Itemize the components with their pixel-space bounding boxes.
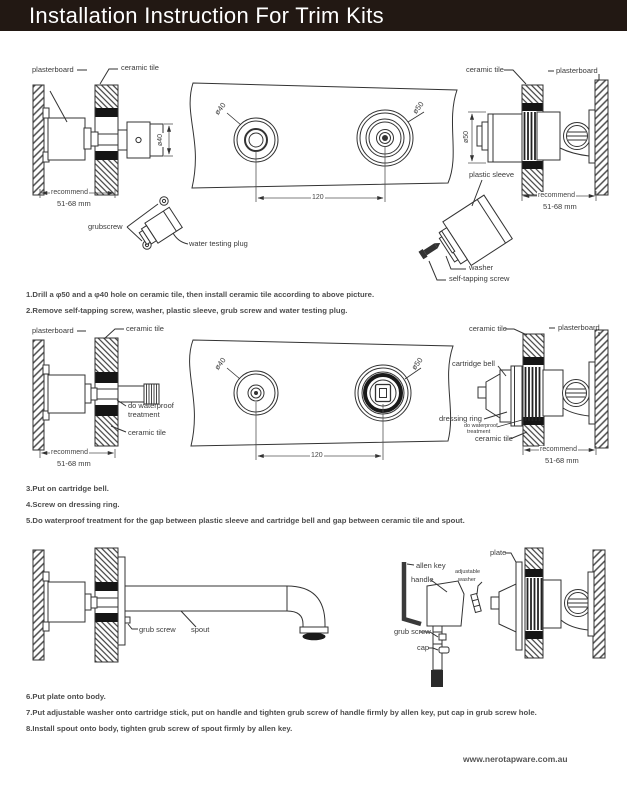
label-spout: spout (191, 625, 210, 634)
label-grub-screw-right: grub screw (394, 627, 431, 636)
label-do-waterproof-2: treatment (128, 410, 160, 419)
step-7: 7.Put adjustable washer onto cartridge stick, put on handle and tighten grub screw of handle firmly by allen key, put cap in grub screw hole. (26, 708, 537, 717)
label-hole40: ø40 (212, 100, 228, 117)
label-range-left: 51-68 mm (57, 199, 91, 208)
label-spacing-120: 120 (312, 194, 324, 201)
label-recommend-right: recommend (538, 192, 575, 199)
figure-step1-2 (0, 60, 627, 290)
label-ceramic-tile-left: ceramic tile (126, 324, 164, 333)
fig2-tile-panel (190, 340, 453, 460)
label-ceramic-tile-right: ceramic tile (466, 65, 504, 74)
step-1: 1.Drill a φ50 and a φ40 hole on ceramic tile, then install ceramic tile according to above picture. (26, 290, 375, 299)
label-dressing-ring: dressing ring (439, 414, 482, 423)
fig3-drawing (0, 540, 627, 690)
label-range-right: 51-68 mm (543, 202, 577, 211)
step-6: 6.Put plate onto body. (26, 692, 106, 701)
label-plastic-sleeve: plastic sleeve (469, 170, 515, 179)
page-title: Installation Instruction For Trim Kits (29, 2, 384, 28)
label-recommend-right: recommend (540, 446, 577, 453)
label-dia50-side: ø50 (463, 130, 471, 144)
label-washer: washer (469, 263, 494, 272)
label-dia40-side: ø40 (157, 133, 165, 147)
website-url: www.nerotapware.com.au (463, 754, 568, 764)
label-plasterboard-right: plasterboard (558, 323, 600, 332)
label-grub-screw-left: grub screw (139, 625, 176, 634)
label-ceramic-tile-right2: ceramic tile (475, 434, 513, 443)
fig2-cartridge-bell-assembly (478, 362, 595, 426)
label-plasterboard-right: plasterboard (556, 66, 598, 75)
fig1-drawing (0, 60, 627, 290)
header-bar (0, 0, 627, 31)
label-ceramic-tile-left: ceramic tile (121, 63, 159, 72)
label-cap: cap (417, 643, 430, 652)
label-handle: handle (411, 575, 434, 584)
label-do-waterproof-small-1: do waterproof (464, 423, 498, 429)
label-plasterboard-left: plasterboard (32, 326, 74, 335)
step-4: 4.Screw on dressing ring. (26, 500, 120, 509)
label-hole50: ø50 (410, 99, 426, 116)
step-8: 8.Install spout onto body, tighten grub screw of spout firmly by allen key. (26, 724, 293, 733)
label-spacing-120: 120 (311, 452, 323, 459)
label-grubscrew: grubscrew (88, 222, 123, 231)
label-hole40: ø40 (212, 355, 228, 372)
label-plate: plate (490, 548, 507, 557)
step-2: 2.Remove self-tapping screw, washer, plastic sleeve, grub screw and water testing plug. (26, 306, 348, 315)
step-3: 3.Put on cartridge bell. (26, 484, 109, 493)
label-cartridge-bell: cartridge bell (452, 359, 495, 368)
label-range-left: 51-68 mm (57, 459, 91, 468)
label-hole50: ø50 (409, 355, 425, 372)
label-do-waterproof-1: do waterproof (128, 401, 174, 410)
label-water-testing-plug: water testing plug (189, 239, 248, 248)
fig1-dia40-dimension (164, 124, 173, 156)
label-recommend-left: recommend (51, 189, 88, 196)
label-adjustable-washer-2: washer (458, 577, 476, 583)
label-do-waterproof-small-2: treatment (467, 429, 491, 435)
figure-step3-5 (0, 322, 627, 482)
label-range-right: 51-68 mm (545, 456, 579, 465)
label-recommend-left: recommend (51, 449, 88, 456)
fig1-grubscrew-parts (127, 197, 188, 249)
label-self-tapping-screw: self-tapping screw (449, 274, 510, 283)
label-ceramic-tile-right: ceramic tile (469, 324, 507, 333)
step-5: 5.Do waterproof treatment for the gap between plastic sleeve and cartridge bell and gap between ceramic tile and spout. (26, 516, 465, 525)
fig1-plastic-sleeve-parts (418, 180, 512, 280)
label-plasterboard-left: plasterboard (32, 65, 74, 74)
fig1-left-leaders (77, 69, 118, 84)
label-ceramic-tile-mid: ceramic tile (128, 428, 166, 437)
label-allen-key: allen key (416, 561, 446, 570)
figure-step6-8 (0, 540, 627, 690)
label-adjustable-washer-1: adjustable (455, 569, 481, 575)
